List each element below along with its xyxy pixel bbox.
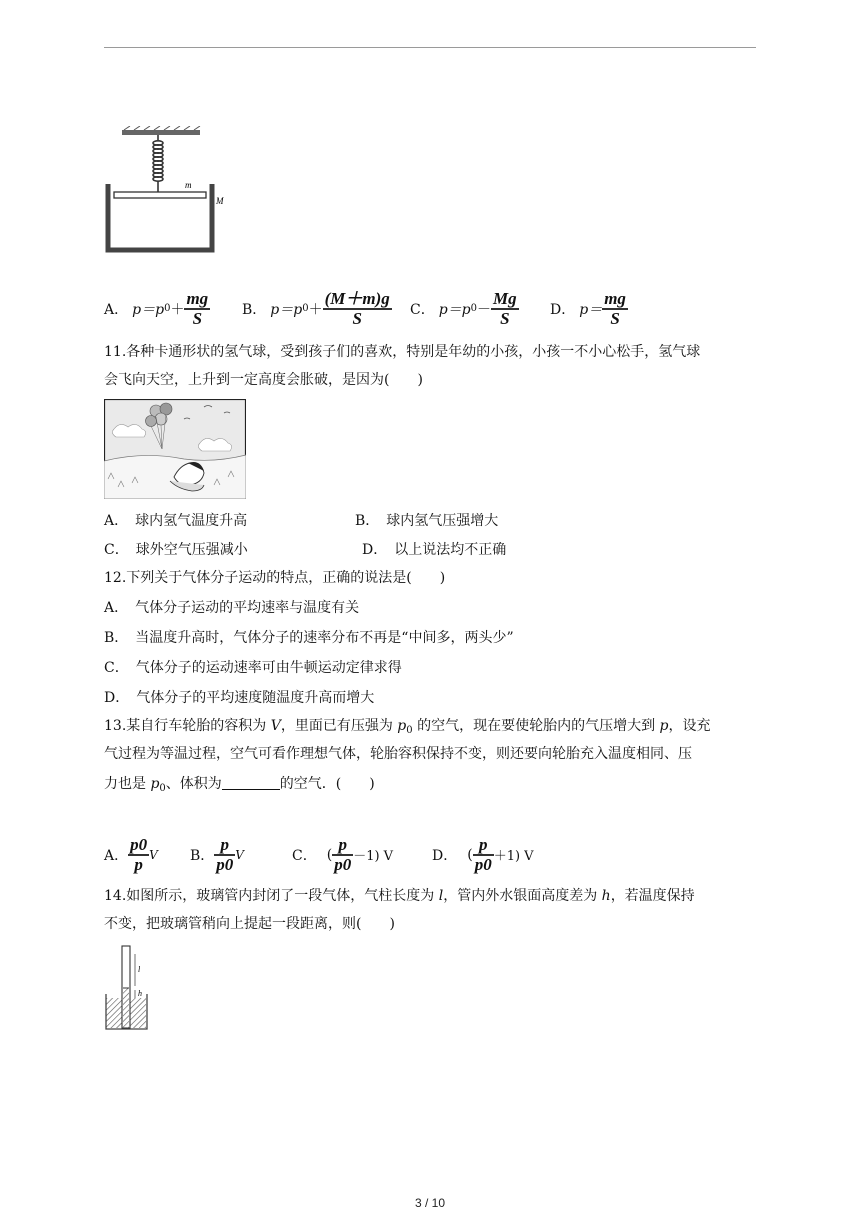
fraction: $\frac{(M+m)g}{S}$ xyxy=(324,289,390,328)
q10-option-d[interactable]: D． p＝ $\frac{mg}{S}$ xyxy=(550,289,626,328)
q11-option-d[interactable]: D． 以上说法均不正确 xyxy=(362,542,507,558)
q13-stem-line3: 力也是 $p_0$、体积为 的空气．( ) xyxy=(104,776,375,794)
q11-option-a[interactable]: A． 球内氢气温度升高 xyxy=(104,513,248,529)
q14-stem-line2: 不变，把玻璃管稍向上提起一段距离，则( ) xyxy=(104,916,395,932)
fraction: $\frac{p}{p0}$ xyxy=(474,835,492,874)
q12-stem: 12.下列关于气体分子运动的特点，正确的说法是( ) xyxy=(104,570,446,586)
q13-stem-line2: 气过程为等温过程，空气可看作理想气体，轮胎容积保持不变，则还要向轮胎充入温度相同、压 xyxy=(104,746,692,762)
fraction: $\frac{Mg}{S}$ xyxy=(493,289,517,328)
fraction: $\frac{mg}{S}$ xyxy=(604,289,626,328)
q11-stem-line1: 11.各种卡通形状的氢气球，受到孩子们的喜欢，特别是年幼的小孩，小孩一不小心松手，氢气球 xyxy=(104,344,701,360)
fraction: $\frac{p0}{p}$ xyxy=(130,835,148,874)
label-m: m xyxy=(185,180,192,190)
spring-cylinder-figure xyxy=(100,126,240,256)
q13-stem-line1: 13.某自行车轮胎的容积为 V，里面已有压强为 $p_0$ 的空气，现在要使轮胎内的气压增大到 p，设充 xyxy=(104,718,711,736)
q10-option-b[interactable]: B． p＝p 0 ＋ $\frac{(M+m)g}{S}$ xyxy=(242,289,390,328)
label-h: h xyxy=(138,989,142,998)
q13-option-a[interactable]: A． $\frac{p0}{p}$ V xyxy=(104,835,158,874)
label-l: l xyxy=(138,965,141,974)
q11-option-b[interactable]: B． 球内氢气压强增大 xyxy=(355,513,499,529)
q12-option-b[interactable]: B． 当温度升高时，气体分子的速率分布不再是“中间多，两头少” xyxy=(104,630,514,646)
balloon-child-illustration xyxy=(104,399,246,499)
answer-blank xyxy=(222,775,280,790)
q11-stem-line2: 会飞向天空，上升到一定高度会胀破，是因为( ) xyxy=(104,372,423,388)
q13-option-d[interactable]: D． ( $\frac{p}{p0}$ ＋1) V xyxy=(432,835,534,874)
q12-option-a[interactable]: A． 气体分子运动的平均速率与温度有关 xyxy=(104,600,360,616)
page-number: 3 / 10 xyxy=(414,1196,446,1210)
q11-option-c[interactable]: C． 球外空气压强减小 xyxy=(104,542,248,558)
q14-stem-line1: 14.如图所示，玻璃管内封闭了一段气体，气柱长度为 l，管内外水银面高度差为 h，若温度保持 xyxy=(104,888,695,904)
fraction: $\frac{p}{p0}$ xyxy=(216,835,234,874)
fraction: $\frac{mg}{S}$ xyxy=(186,289,209,328)
header-rule xyxy=(104,47,756,48)
glass-tube-figure xyxy=(104,944,154,1032)
q12-option-d[interactable]: D． 气体分子的平均速度随温度升高而增大 xyxy=(104,690,375,706)
q10-option-c[interactable]: C． p＝p 0 － $\frac{Mg}{S}$ xyxy=(410,289,517,328)
q13-option-b[interactable]: B． $\frac{p}{p0}$ V xyxy=(190,835,244,874)
q13-option-c[interactable]: C． ( $\frac{p}{p0}$ －1) V xyxy=(292,835,394,874)
q10-option-a[interactable]: A． p＝p 0 ＋ $\frac{mg}{S}$ xyxy=(104,289,209,328)
q12-option-c[interactable]: C． 气体分子的运动速率可由牛顿运动定律求得 xyxy=(104,660,402,676)
fraction: $\frac{p}{p0}$ xyxy=(334,835,352,874)
label-M: M xyxy=(216,196,224,206)
